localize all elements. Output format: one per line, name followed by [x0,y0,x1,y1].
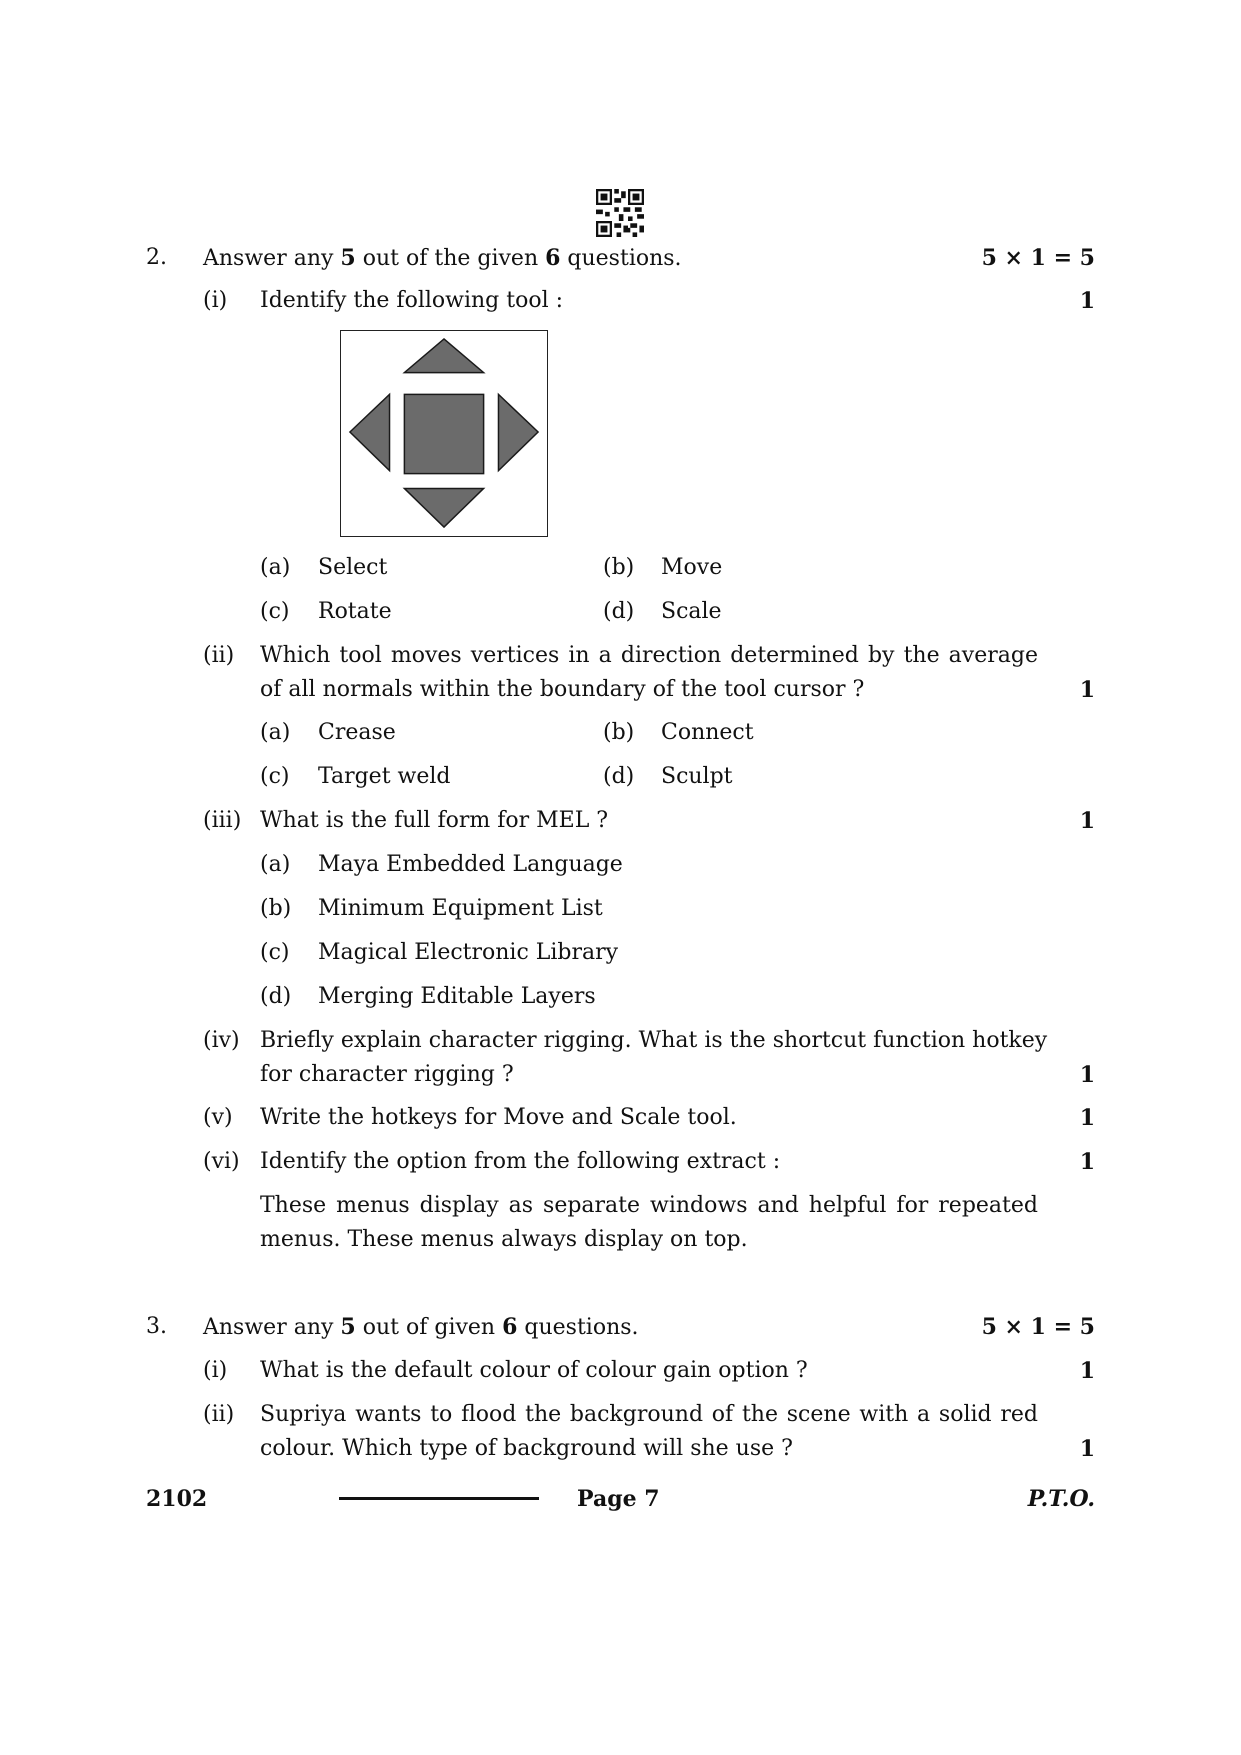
q2-i-opt-c-label: (c) [260,599,290,624]
q3-ii-marks: 1 [1079,1436,1095,1462]
q3-ii-text-line2: colour. Which type of background will she use ? [260,1436,793,1461]
q2-v-marks: 1 [1079,1105,1095,1131]
q2-ii-opt-a-label: (a) [260,720,291,745]
q2-iv-number: (iv) [203,1028,240,1053]
q2-iii-number: (iii) [203,808,242,833]
q2-iii-opt-c: Magical Electronic Library [318,940,619,965]
q2-i-opt-d: Scale [661,599,722,624]
q2-ii-opt-a: Crease [318,720,396,745]
q3-marks: 5 × 1 = 5 [981,1314,1095,1340]
q2-ii-text-line1: Which tool moves vertices in a direction determined by the average [260,643,1038,668]
q3-ii-number: (ii) [203,1402,235,1427]
q2-i-marks: 1 [1079,288,1095,314]
q2-ii-text-line2: of all normals within the boundary of the tool cursor ? [260,677,865,702]
q2-iii-opt-d-label: (d) [260,984,292,1009]
paper-code: 2102 [146,1486,208,1512]
q2-i-opt-c: Rotate [318,599,392,624]
q2-v-number: (v) [203,1105,233,1130]
q2-ii-opt-d-label: (d) [603,764,635,789]
q2-vi-marks: 1 [1079,1149,1095,1175]
q2-vi-number: (vi) [203,1149,240,1174]
q3-i-marks: 1 [1079,1358,1095,1384]
q2-iv-marks: 1 [1079,1062,1095,1088]
q2-iv-text-line1: Briefly explain character rigging. What is the shortcut function hotkey [260,1028,1048,1053]
q2-vi-text: Identify the option from the following extract : [260,1149,781,1174]
q2-i-opt-d-label: (d) [603,599,635,624]
q2-number: 2. [146,245,167,270]
q2-ii-number: (ii) [203,643,235,668]
q2-iii-text: What is the full form for MEL ? [260,808,609,833]
q2-iii-opt-d: Merging Editable Layers [318,984,596,1009]
q2-iii-opt-b-label: (b) [260,896,292,921]
q2-v-text: Write the hotkeys for Move and Scale tool. [260,1105,737,1130]
q2-i-opt-b: Move [661,555,723,580]
q2-iv-text-line2: for character rigging ? [260,1062,514,1087]
q2-iii-opt-a-label: (a) [260,852,291,877]
q2-instruction: Answer any 5 out of the given 6 questions. [203,245,682,271]
pto-label: P.T.O. [1027,1486,1095,1512]
q3-i-number: (i) [203,1358,228,1383]
q2-i-text: Identify the following tool : [260,288,564,313]
q2-ii-opt-c-label: (c) [260,764,290,789]
q2-ii-opt-c: Target weld [318,764,451,789]
q2-i-number: (i) [203,288,228,313]
q3-ii-text-line1: Supriya wants to flood the background of the scene with a solid red [260,1402,1038,1427]
q2-iii-opt-a: Maya Embedded Language [318,852,623,877]
q3-i-text: What is the default colour of colour gain option ? [260,1358,808,1383]
q2-vi-extract-line2: menus. These menus always display on top. [260,1227,748,1252]
q3-instruction: Answer any 5 out of given 6 questions. [203,1314,639,1340]
page-number: Page 7 [577,1486,660,1512]
q2-ii-opt-b-label: (b) [603,720,635,745]
move-tool-icon [340,330,548,537]
q2-i-opt-a: Select [318,555,388,580]
q2-i-opt-b-label: (b) [603,555,635,580]
q3-number: 3. [146,1314,167,1339]
q2-marks: 5 × 1 = 5 [981,245,1095,271]
q2-ii-opt-b: Connect [661,720,754,745]
q2-iii-opt-b: Minimum Equipment List [318,896,603,921]
q2-vi-extract-line1: These menus display as separate windows and helpful for repeated [260,1193,1038,1218]
footer-rule [339,1497,539,1500]
q2-iii-opt-c-label: (c) [260,940,290,965]
q2-iii-marks: 1 [1079,808,1095,834]
qr-code-icon [596,189,644,237]
q2-i-opt-a-label: (a) [260,555,291,580]
q2-ii-marks: 1 [1079,677,1095,703]
q2-ii-opt-d: Sculpt [661,764,733,789]
